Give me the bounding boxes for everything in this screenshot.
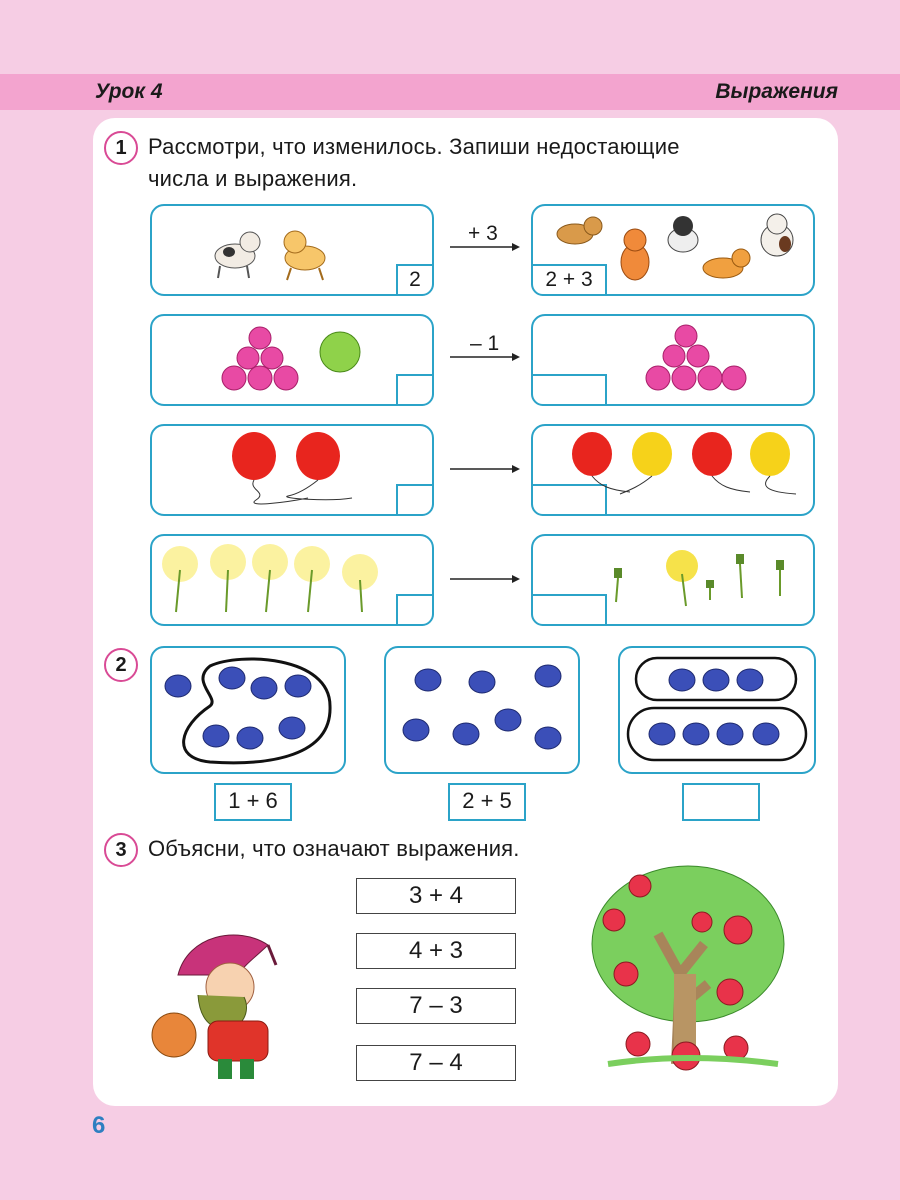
dandelion-icon [210, 544, 246, 612]
lesson-label: Урок 4 [95, 80, 163, 103]
row2-left-answer[interactable] [396, 374, 434, 406]
cat-icon [668, 216, 698, 252]
dandelion-stem-icon [614, 568, 622, 602]
row2-arrow-label: – 1 [470, 332, 500, 355]
task1-text-line2: числа и выражения. [148, 166, 358, 191]
plums-picture [618, 646, 816, 774]
dandelion-stem-icon [706, 580, 714, 600]
red-balloon-icon [572, 432, 630, 492]
task1-text-line1: Рассмотри, что изменилось. Запиши недостающие [148, 134, 680, 159]
cat-icon [557, 217, 602, 244]
dandelion-icon [162, 546, 198, 612]
dandelion-icon [666, 550, 698, 606]
green-apple-icon [320, 332, 360, 372]
row4-right-answer[interactable] [531, 594, 607, 626]
row1-arrow-label: + 3 [468, 222, 498, 245]
dandelion-icon [252, 544, 288, 612]
task1-number: 1 [104, 131, 138, 165]
dandelion-stems-picture [600, 540, 800, 620]
cats-picture [545, 210, 810, 290]
apples-picture [636, 322, 746, 398]
apples-picture [212, 322, 372, 398]
row4-left-answer[interactable] [396, 594, 434, 626]
plums-picture [384, 646, 580, 774]
dandelion-icon [294, 546, 330, 612]
expression-box: 4 + 3 [356, 933, 516, 969]
apple-tree-picture [588, 864, 788, 1074]
apple-icon [222, 327, 298, 390]
row3-arrow [450, 462, 520, 476]
cat-icon [215, 232, 260, 278]
basket-icon [152, 1013, 196, 1057]
plums-group3-answer[interactable] [682, 783, 760, 821]
apple-icon [646, 325, 746, 390]
page-number: 6 [92, 1112, 106, 1139]
cat-icon [284, 231, 325, 280]
yellow-balloon-icon [750, 432, 796, 494]
red-balloon-icon [287, 432, 352, 500]
gnome-picture [148, 925, 288, 1085]
red-balloon-icon [692, 432, 750, 492]
task2-number: 2 [104, 648, 138, 682]
balloons-picture [570, 430, 810, 510]
dandelion-stem-icon [776, 560, 784, 596]
row1-left-answer[interactable]: 2 [396, 264, 434, 296]
cat-icon [703, 249, 750, 278]
plums-group1-answer[interactable]: 1 + 6 [214, 783, 292, 821]
dandelion-stem-icon [736, 554, 744, 598]
expression-box: 3 + 4 [356, 878, 516, 914]
expression-box: 7 – 4 [356, 1045, 516, 1081]
plums-group2-answer[interactable]: 2 + 5 [448, 783, 526, 821]
yellow-balloon-icon [620, 432, 672, 494]
topic-label: Выражения [715, 80, 838, 103]
dandelion-icon [342, 554, 378, 612]
plums-picture [150, 646, 346, 774]
cat-icon [761, 214, 793, 256]
expression-box: 7 – 3 [356, 988, 516, 1024]
cats-picture [205, 214, 345, 284]
cat-icon [621, 229, 649, 280]
row1-right-answer[interactable]: 2 + 3 [531, 264, 607, 296]
task3-text: Объясни, что означают выражения. [148, 836, 520, 861]
task3-number: 3 [104, 833, 138, 867]
dandelions-picture [158, 540, 394, 620]
plum-icon [403, 665, 561, 749]
row3-left-answer[interactable] [396, 484, 434, 516]
row2-right-answer[interactable] [531, 374, 607, 406]
balloons-picture [228, 430, 368, 510]
row4-arrow [450, 572, 520, 586]
plum-icon [165, 667, 311, 749]
